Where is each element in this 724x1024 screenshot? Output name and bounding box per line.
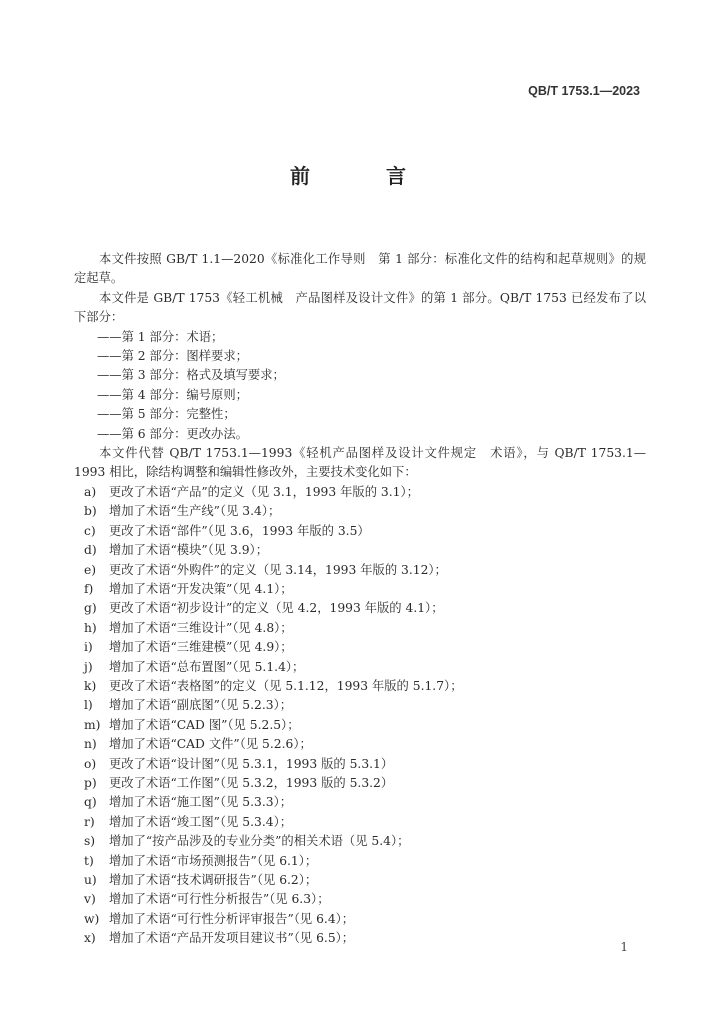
list-marker: h) (84, 620, 97, 635)
page-number: 1 (620, 940, 628, 954)
list-item (74, 774, 646, 793)
list-item (74, 658, 646, 677)
list-item-text: 增加了术语“市场预测报告”（见 6.1）； (109, 853, 318, 868)
document-code: QB/T 1753.1—2023 (528, 84, 640, 98)
list-marker: u) (84, 873, 97, 887)
list-item-text: 增加了术语“技术调研报告”（见 6.2）； (109, 873, 318, 887)
list-marker: c) (84, 523, 96, 538)
list-item (74, 561, 646, 580)
list-item: ——第 5 部分：完整性； (97, 407, 236, 422)
list-item-text: 增加了“按产品涉及的专业分类”的相关术语（见 5.4）； (109, 834, 410, 849)
list-item (74, 890, 646, 909)
list-marker: b) (84, 504, 97, 519)
list-item (74, 852, 646, 871)
list-item (74, 735, 646, 754)
list-item-text: 增加了术语“三维设计”（见 4.8）； (109, 620, 293, 635)
list-item-text: 更改了术语“初步设计”的定义（见 4.2，1993 年版的 4.1）； (109, 601, 444, 616)
parts-list (74, 328, 646, 444)
list-item (74, 813, 646, 832)
list-item (74, 716, 646, 735)
list-item (74, 483, 646, 502)
list-item (74, 929, 646, 948)
list-item-text: 增加了术语“竣工图”（见 5.3.4）； (109, 814, 293, 829)
list-item-text: 增加了术语“可行性分析评审报告”（见 6.4）； (109, 911, 355, 926)
list-item (74, 793, 646, 812)
list-marker: q) (84, 795, 97, 810)
list-marker: m) (84, 717, 101, 732)
list-marker: w) (84, 911, 100, 926)
document-body (74, 250, 646, 949)
list-item-text: 更改了术语“工作图”（见 5.3.2，1993 版的 5.3.2） (109, 775, 394, 790)
paragraph-parts-intro: 本文件是 GB/T 1753《轻工机械 产品图样及设计文件》的第 1 部分。QB/T 1753 已经发布了以下部分： (74, 290, 646, 325)
list-item-text: 增加了术语“CAD 图”（见 5.2.5）； (109, 717, 300, 732)
list-item-text: 增加了术语“模块”（见 3.9）； (109, 543, 269, 558)
list-marker: x) (84, 931, 96, 946)
list-marker: t) (84, 853, 94, 868)
list-marker: l) (84, 698, 93, 713)
list-item (74, 502, 646, 521)
list-item (74, 696, 646, 715)
list-marker: s) (84, 834, 96, 849)
list-marker: n) (84, 737, 97, 752)
page-title: 前 言 (290, 164, 434, 188)
list-item-text: 更改了术语“外购件”的定义（见 3.14，1993 年版的 3.12）； (109, 562, 447, 577)
list-item: ——第 1 部分：术语； (97, 329, 224, 344)
list-item-text: 增加了术语“CAD 文件”（见 5.2.6）； (109, 737, 312, 752)
list-item (74, 677, 646, 696)
list-item (74, 871, 646, 890)
changes-list (74, 483, 646, 949)
list-item: ——第 2 部分：图样要求； (97, 349, 248, 364)
list-marker: d) (84, 543, 97, 558)
list-item-text: 更改了术语“设计图”（见 5.3.1，1993 版的 5.3.1） (109, 756, 394, 771)
list-marker: i) (84, 640, 93, 655)
list-marker: v) (84, 892, 96, 907)
list-marker: a) (84, 484, 97, 499)
list-item-text: 增加了术语“施工图”（见 5.3.3）； (109, 795, 293, 810)
list-item (74, 755, 646, 774)
list-marker: j) (84, 659, 93, 674)
list-item (74, 599, 646, 618)
paragraph-replacement: 本文件代替 QB/T 1753.1—1993《轻机产品图样及设计文件规定 术语》，与 QB/T 1753.1—1993 相比，除结构调整和编辑性修改外，主要技术变化如下： (74, 446, 646, 480)
list-item-text: 更改了术语“部件”（见 3.6，1993 年版的 3.5） (109, 523, 370, 538)
list-marker: r) (84, 814, 95, 829)
list-item (74, 619, 646, 638)
list-item-text: 增加了术语“总布置图”（见 5.1.4）； (109, 659, 305, 674)
list-item (74, 910, 646, 929)
list-marker: f) (84, 581, 94, 596)
list-marker: p) (84, 775, 97, 790)
list-item (74, 832, 646, 851)
list-item-text: 增加了术语“三维建模”（见 4.9）； (109, 640, 293, 655)
list-item-text: 更改了术语“表格图”的定义（见 5.1.12，1993 年版的 5.1.7）； (109, 678, 463, 693)
list-item: ——第 4 部分：编号原则； (97, 387, 248, 402)
list-item-text: 增加了术语“副底图”（见 5.2.3）； (109, 698, 293, 713)
list-item (74, 522, 646, 541)
list-marker: e) (84, 562, 97, 577)
list-item-text: 增加了术语“可行性分析报告”（见 6.3）； (109, 892, 330, 907)
list-marker: k) (84, 678, 97, 693)
list-marker: o) (84, 756, 97, 771)
list-item (74, 580, 646, 599)
list-item: ——第 3 部分：格式及填写要求； (97, 368, 285, 383)
list-marker: g) (84, 601, 97, 616)
list-item-text: 增加了术语“生产线”（见 3.4）； (109, 504, 281, 519)
list-item (74, 638, 646, 657)
list-item (74, 541, 646, 560)
list-item-text: 更改了术语“产品”的定义（见 3.1，1993 年版的 3.1）； (109, 484, 419, 499)
list-item-text: 增加了术语“产品开发项目建议书”（见 6.5）； (109, 931, 355, 946)
list-item-text: 增加了术语“开发决策”（见 4.1）； (109, 581, 293, 596)
list-item: ——第 6 部分：更改办法。 (97, 426, 248, 441)
paragraph-drafting-basis: 本文件按照 GB/T 1.1—2020《标准化工作导则 第 1 部分：标准化文件的结构和起草规则》的规定起草。 (74, 252, 646, 286)
